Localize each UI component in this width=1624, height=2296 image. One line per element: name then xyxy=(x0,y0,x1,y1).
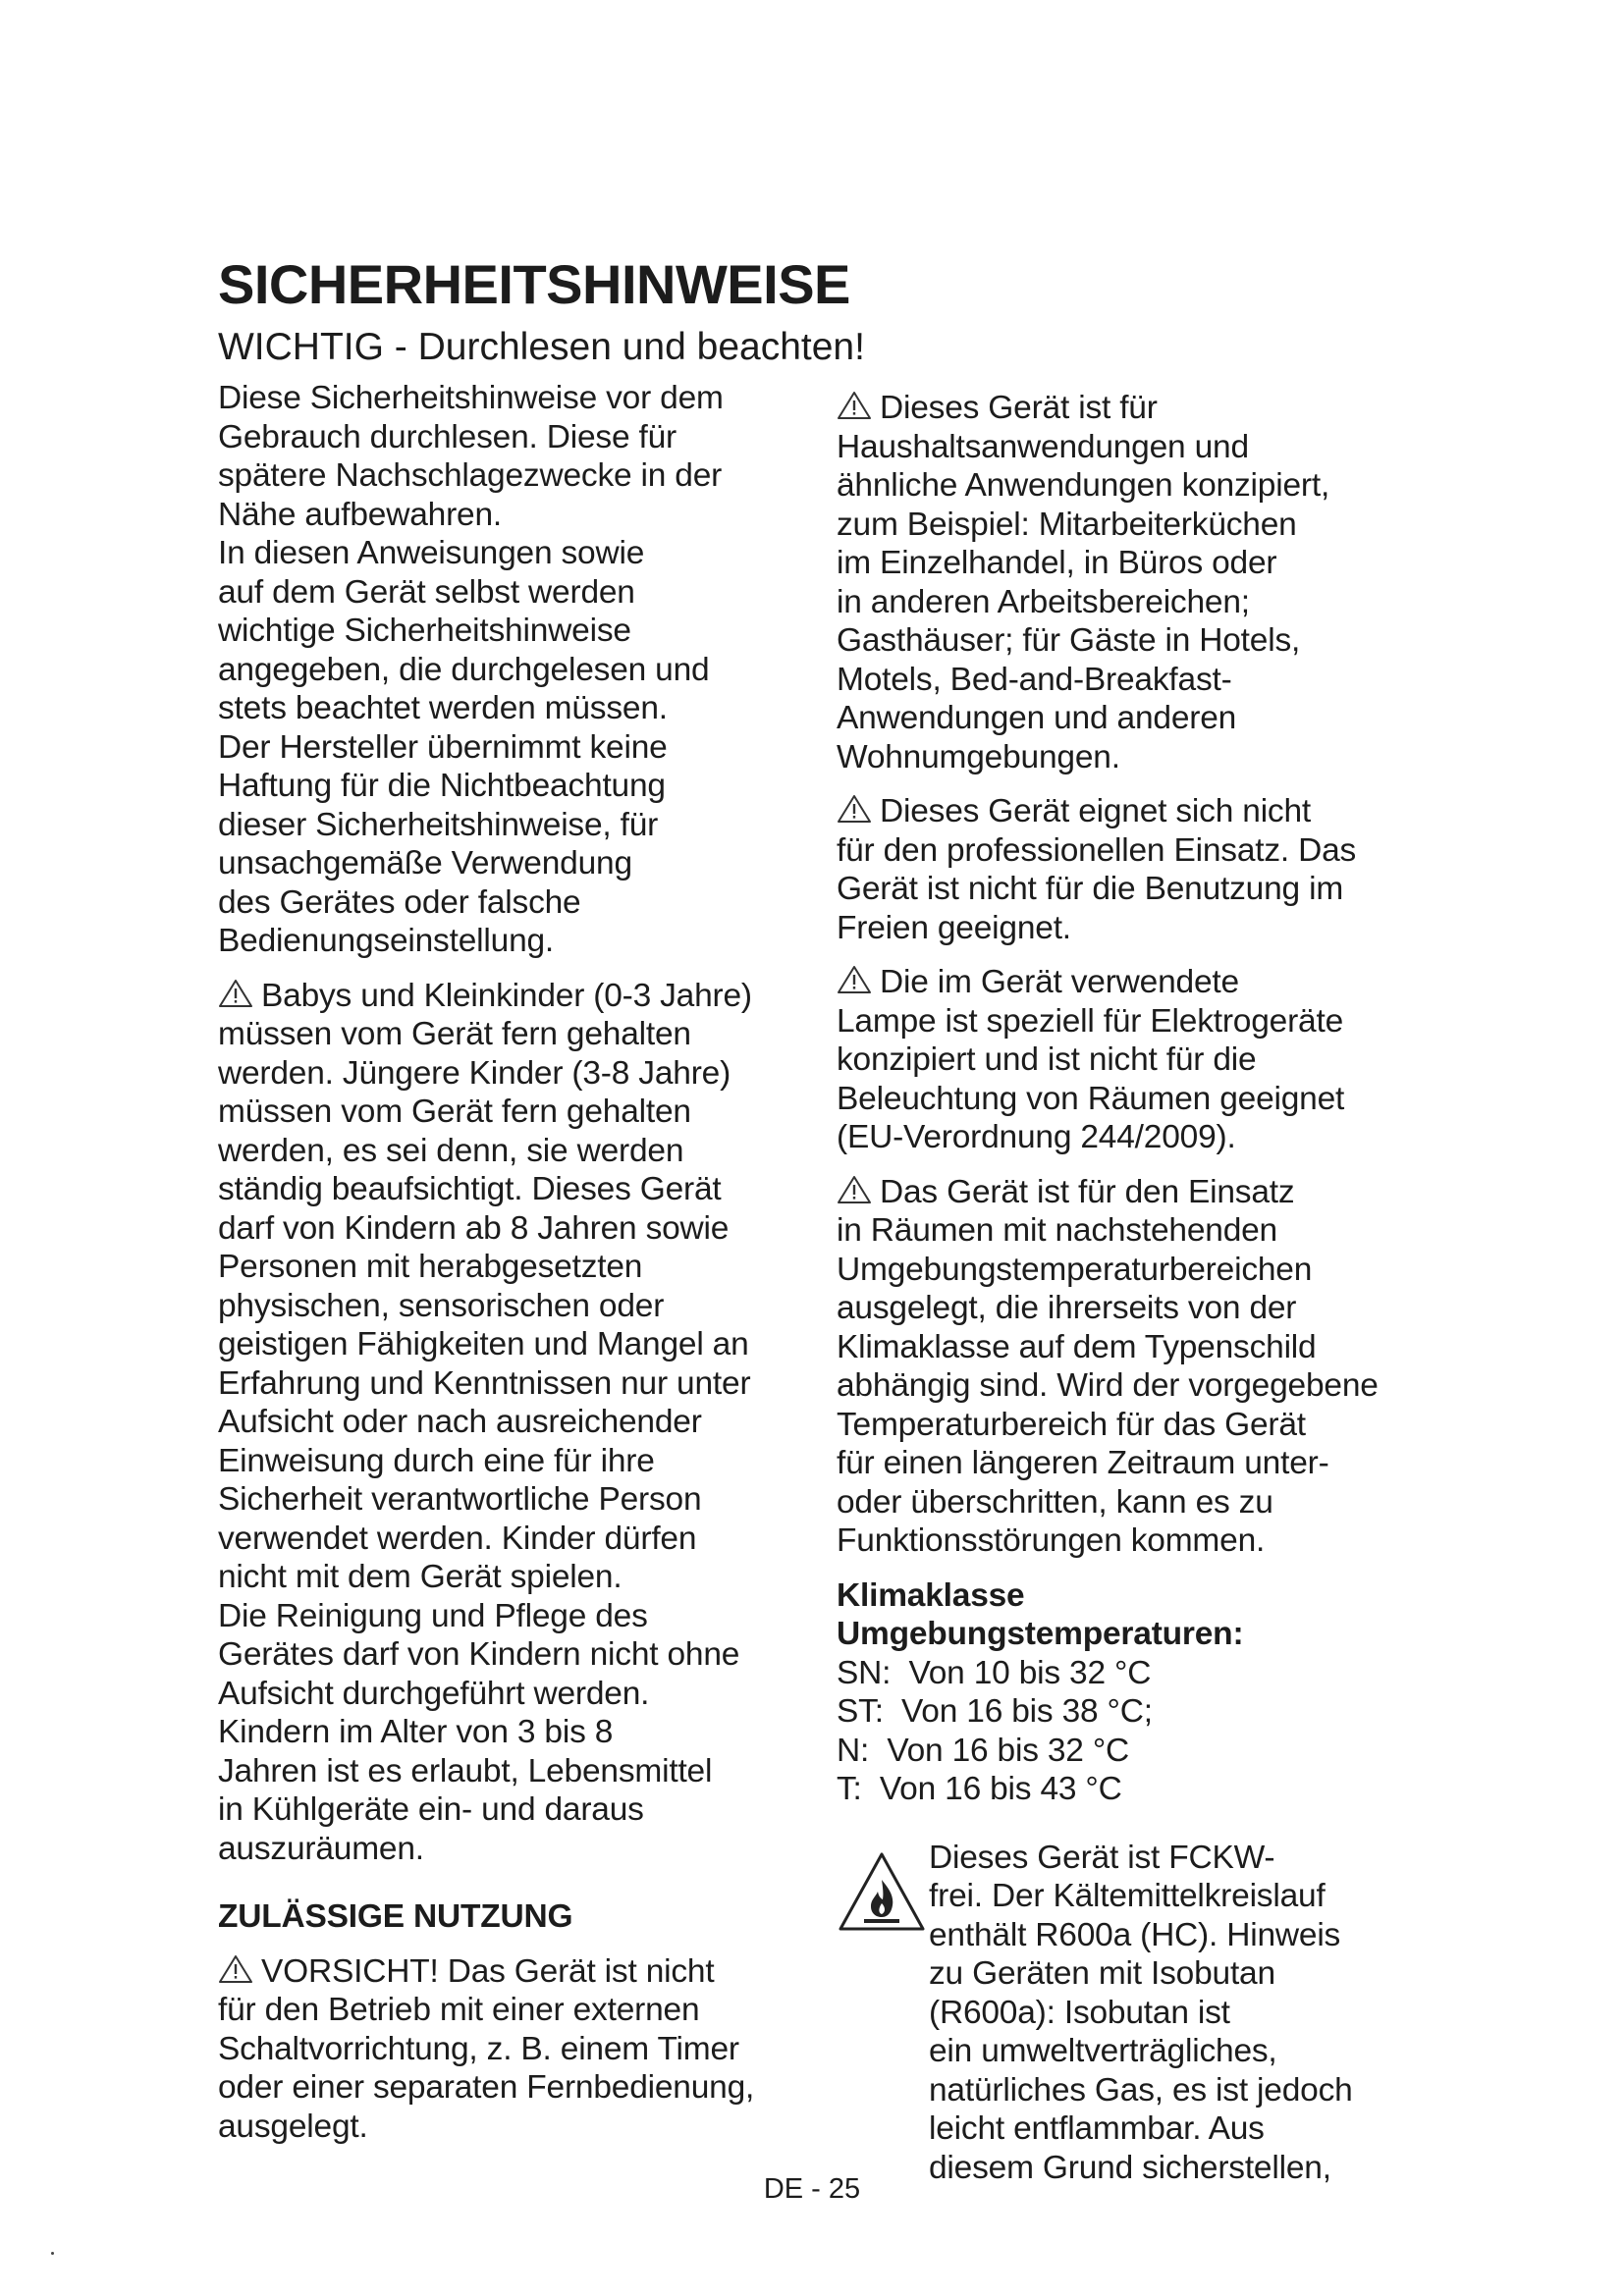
lamp-warning-text: Die im Gerät verwendete Lampe ist speziell für Elektrogeräte konzipiert und ist nicht für die Beleuchtung von Räumen geeignet (EU-Verordnung 244/2009). xyxy=(837,964,1345,1155)
usage-warning-text: VORSICHT! Das Gerät ist nicht für den Betrieb mit einer externen Schaltvorrichtung, z. B. einem Timer oder einer separaten Fernbedienung, ausgelegt. xyxy=(218,1952,755,2145)
professional-warning xyxy=(837,792,1426,947)
refrigerant-text: Dieses Gerät ist FCKW- frei. Der Kältemittelkreislauf enthält R600a (HC). Hinweis zu Geräten mit Isobutan (R600a): Isobutan ist ein umweltverträgliches, natürliches Gas, es ist jedoch leicht entflammbar. Aus diesem Grund sicherstellen, xyxy=(929,1839,1353,2186)
warning-triangle-icon xyxy=(218,1954,259,1984)
intro-paragraph-3: Der Hersteller übernimmt keine Haftung für die Nichtbeachtung dieser Sicherheitshinweise, für unsachgemäße Verwendung des Gerätes oder falsche Bedienungseinstellung. xyxy=(218,728,668,959)
loading-paragraph: Kindern im Alter von 3 bis 8 Jahren ist es erlaubt, Lebensmittel in Kühlgeräte ein- und daraus auszuräumen. xyxy=(218,1714,713,1867)
cleaning-paragraph: Die Reinigung und Pflege des Gerätes darf von Kindern nicht ohne Aufsicht durchgeführt werden. xyxy=(218,1597,740,1712)
climate-class-st: ST: Von 16 bis 38 °C; xyxy=(837,1693,1153,1730)
temperature-warning-text: Das Gerät ist für den Einsatz in Räumen mit nachstehenden Umgebungstemperaturbereichen ausgelegt, die ihrerseits von der Klimaklasse auf dem Typenschild abhängig sind. Wird der vorgegebene Temperaturbereich für das Gerät für einen längeren Zeitraum unter- oder überschritten, kann es zu Funktionsstörungen kommen. xyxy=(837,1173,1379,1559)
warning-triangle-icon xyxy=(837,391,878,420)
climate-class-t: T: Von 16 bis 43 °C xyxy=(837,1771,1122,1807)
page-title: SICHERHEITSHINWEISE xyxy=(218,253,850,315)
warning-triangle-icon xyxy=(837,794,878,824)
climate-class-list xyxy=(837,1654,1426,1809)
warning-triangle-icon xyxy=(218,979,259,1008)
left-column xyxy=(218,379,807,2146)
climate-subheading: Umgebungstemperaturen: xyxy=(837,1616,1244,1652)
refrigerant-notice xyxy=(837,1839,1426,2188)
household-warning-text: Dieses Gerät ist für Haushaltsanwendungen und ähnliche Anwendungen konzipiert, zum Beispiel: Mitarbeiterküchen im Einzelhandel, in Büros oder in anderen Arbeitsbereichen; Gasthäuser; für Gäste in Hotels, Motels, Bed-and-Breakfast- Anwendungen und anderen Wohnumgebungen. xyxy=(837,390,1330,775)
warning-triangle-icon xyxy=(837,1175,878,1204)
climate-heading: Klimaklasse xyxy=(837,1576,1025,1614)
household-warning xyxy=(837,389,1426,776)
professional-warning-text: Dieses Gerät eignet sich nicht für den professionellen Einsatz. Das Gerät ist nicht für die Benutzung im Freien geeignet. xyxy=(837,793,1357,946)
scan-artifact-dot xyxy=(51,2252,54,2255)
warning-triangle-icon xyxy=(837,965,878,994)
flammable-warning-icon xyxy=(837,1850,927,1935)
climate-class-sn: SN: Von 10 bis 32 °C xyxy=(837,1654,1152,1691)
children-warning-text: Babys und Kleinkinder (0-3 Jahre) müssen vom Gerät fern gehalten werden. Jüngere Kinder (3-8 Jahre) müssen vom Gerät fern gehalten werden, es sei denn, sie werden ständig beaufsichtigt. Dieses Gerät darf von Kindern ab 8 Jahren sowie Personen mit herabgesetzten physischen, sensorischen oder geistigen Fähigkeiten und Mangel an Erfahrung und Kenntnissen nur unter Aufsicht oder nach ausreichender Einweisung durch eine für ihre Sicherheit verantwortliche Person verwendet werden. Kinder dürfen nicht mit dem Gerät spielen. xyxy=(218,977,752,1595)
page-subtitle: WICHTIG - Durchlesen und beachten! xyxy=(218,326,865,368)
children-warning xyxy=(218,977,807,1597)
usage-warning xyxy=(218,1952,807,2147)
temperature-warning xyxy=(837,1173,1426,1561)
intro-paragraph-2: In diesen Anweisungen sowie auf dem Gerät selbst werden wichtige Sicherheitshinweise angegeben, die durchgelesen und stets beachtet werden müssen. xyxy=(218,535,710,726)
lamp-warning xyxy=(837,963,1426,1157)
page-number: DE - 25 xyxy=(763,2173,861,2205)
intro-paragraph-1: Diese Sicherheitshinweise vor dem Gebrauch durchlesen. Diese für spätere Nachschlagezwecke in der Nähe aufbewahren. xyxy=(218,380,724,533)
right-column xyxy=(837,389,1426,2187)
climate-class-n: N: Von 16 bis 32 °C xyxy=(837,1732,1130,1769)
usage-heading: ZULÄSSIGE NUTZUNG xyxy=(218,1898,573,1935)
